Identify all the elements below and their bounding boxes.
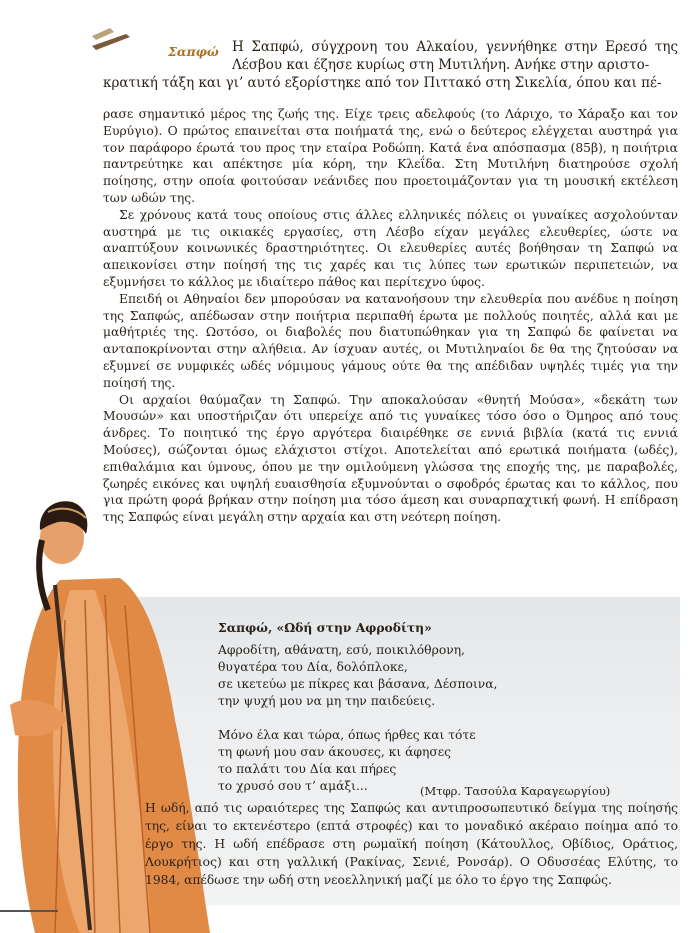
poem-title: Σαπφώ, «Ωδή στην Αφροδίτη»: [218, 620, 432, 635]
poem-line: το χρυσό σου τ’ αμάξι...: [218, 779, 368, 793]
poem-line: τη φωνή μου σαν άκουσες, κι άφησες: [218, 745, 452, 759]
translator-credit: (Μτφρ. Τασούλα Καραγεωργίου): [420, 784, 611, 798]
poem-line: Μόνο έλα και τώρα, όπως ήρθες και τότε: [218, 728, 476, 742]
margin-title: Σαπφώ: [168, 44, 219, 59]
poem-line: θυγατέρα του Δία, δολόπλοκε,: [218, 660, 408, 674]
poem-line: την ψυχή μου να μη την παιδεύεις.: [218, 694, 436, 708]
paragraph-2: Σε χρόνους κατά τους οποίους στις άλλες ελληνικές πόλεις οι γυναίκες ασχολούνταν αυστηρά με τις οικιακές εργασίες, στη Λέσβο είχαν μεγάλες ελευθερίες, ώστε να αναπτύξουν κοινωνικές δραστηριότητες. Οι ελευθερίες αυτές βοήθησαν τη Σαπφώ να απεικονίσει στην ποίησή της τις χαρές και τις λύπες των ερωτικών περιπετειών, να εξυμνήσει το κάλλος με ιδιαίτερο πάθος και περίτεχνο ύφος.: [103, 207, 678, 289]
divider: [0, 910, 58, 912]
poem-commentary: [145, 799, 678, 889]
stanza-gap: [218, 710, 497, 727]
corner-decoration-icon: [92, 28, 132, 52]
paragraph-4: Οι αρχαίοι θαύμαζαν τη Σαπφώ. Την αποκαλούσαν «θνητή Μούσα», «δεκάτη των Μουσών» και υποστήριζαν ότι υπερείχε από τις γυναίκες τόσο όσο ο Όμηρος από τους άνδρες. Το ποιητικό της έργο αργότερα διαιρέθηκε σε εννιά βιβλία (κατά τις εννιά Μούσες), σώζονται όμως ελάχιστοι στίχοι. Αποτελείται από ερωτικά ποιήματα (ωδές), επιθαλάμια και ύμνους, όπου με την ομιλούμενη γλώσσα της εποχής της, με παραβολές, ζωηρές εικόνες και υψηλή ευαισθησία εξυμνούνται ο σφοδρός έρωτας και το κάλλος, που για πρώτη φορά βρήκαν στην ποίηση μια τόσο άμεση και συναρπαχτική φωνή. Η επίδραση της Σαπφώς είναι μεγάλη στην αρχαία και στη νεότερη ποίηση.: [103, 392, 678, 525]
poem-line: Αφροδίτη, αθάνατη, εσύ, ποικιλόθρονη,: [218, 643, 465, 657]
poem-line: σε ικετεύω με πίκρες και βάσανα, Δέσποινα,: [218, 677, 498, 691]
paragraph-3: Επειδή οι Αθηναίοι δεν μπορούσαν να κατανοήσουν την ελευθερία που ανέδυε η ποίηση της Σαπφώς, απέδωσαν στην ποιήτρια περιπαθή έρωτα με πολλούς ποιητές, αλλά και με μαθήτριές της. Ωστόσο, οι διαβολές που διατυπώθηκαν για τη Σαπφώ δε φαίνεται να ανταποκρίνονται στην αλήθεια. Αν ίσχυαν αυτές, οι Μυτιληναίοι δε θα της ζητούσαν να εξυμνεί σε νυμφικές ωδές νόμιμους γάμους ούτε θα της απέδιδαν υψηλές τιμές για την ποίησή της.: [103, 291, 678, 390]
poem-line: το παλάτι του Δία και πήρες: [218, 762, 397, 776]
paragraph-1: ρασε σημαντικό μέρος της ζωής της. Είχε τρεις αδελφούς (το Λάριχο, το Χάραξο και τον Ευρύγιο). Ο πρώτος επαινείται στα ποιήματά της, ενώ ο δεύτερος ελέγχεται αυστηρά για τον παράφορο έρωτά του προς την εταίρα Ροδώπη. Κατά ένα απόσπασμα (85β), η ποιήτρια παντρεύτηκε και απέκτησε μία κόρη, την Κλεΐδα. Στη Μυτιλήνη διατηρούσε σχολή ποίησης, στην οποία φοιτούσαν νεάνιδες που προετοιμάζονταν για τη μουσική εκτέλεση των ωδών της.: [103, 107, 678, 205]
intro-line-2: κρατική τάξη και γι’ αυτό εξορίστηκε από τον Πιττακό στη Σικελία, όπου και πέ-: [103, 75, 662, 91]
poem-text: [218, 642, 497, 795]
commentary-paragraph: Η ωδή, από τις ωραιότερες της Σαπφώς και αντιπροσωπευτικό δείγμα της ποίησής της, είναι το εκτενέστερο (επτά στροφές) και το μοναδικό ακέραιο ποίημα από το έργο της. Η ωδή επέδρασε στη ρωμαϊκή ποίηση (Κάτουλλος, Οβίδιος, Οράτιος, Λουκρήτιος) και στη γαλλική (Ρακίνας, Σενιέ, Ρονσάρ). Ο Οδυσσέας Ελύτης, το 1984, απέδωσε την ωδή στη νεοελληνική μαζί με όλο το έργο της Σαπφώς.: [145, 801, 678, 887]
intro-line-1: Η Σαπφώ, σύγχρονη του Αλκαίου, γεννήθηκε στην Ερεσό της Λέσβου και έζησε κυρίως στη Μυτιλήνη. Ανήκε στην αριστο-: [232, 39, 678, 73]
biography-body: [103, 106, 678, 526]
